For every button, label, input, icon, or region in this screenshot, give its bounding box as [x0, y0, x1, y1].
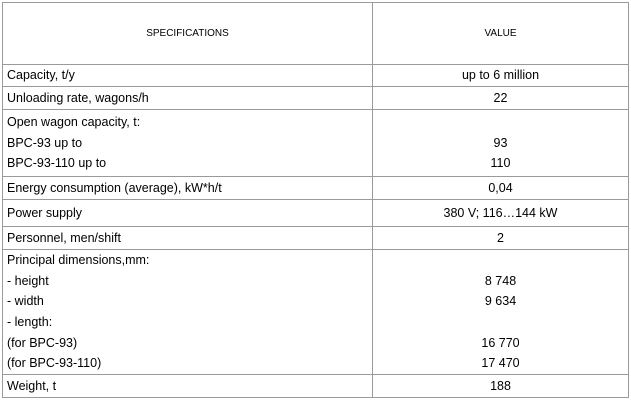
table-row	[3, 200, 629, 227]
table-row	[3, 375, 629, 398]
spec-value	[373, 312, 628, 333]
spec-sublabel: BPC-93 up to	[7, 135, 83, 150]
spec-sublabel: - height	[7, 273, 49, 288]
spec-value: 9 634	[484, 294, 517, 309]
table-row	[3, 177, 629, 200]
spec-value	[373, 250, 628, 271]
spec-value: 22	[493, 90, 508, 105]
header-value: VALUE	[373, 3, 629, 65]
spec-sublabel: (for BPC-93)	[7, 335, 78, 350]
spec-label: Personnel, men/shift	[7, 230, 121, 245]
header-specifications: SPECIFICATIONS	[3, 3, 373, 65]
spec-value: 110	[490, 156, 511, 171]
spec-value: 8 748	[484, 273, 517, 288]
spec-value: 2	[497, 230, 504, 245]
table-row	[3, 250, 629, 375]
table-header-row	[3, 3, 629, 65]
spec-value: 380 V; 116…144 kW	[443, 205, 558, 220]
spec-label: Unloading rate, wagons/h	[7, 90, 149, 105]
table-row	[3, 110, 629, 177]
specifications-table	[2, 2, 629, 398]
spec-sublabel: - width	[7, 294, 44, 309]
spec-value	[373, 112, 628, 133]
spec-value: up to 6 million	[461, 68, 540, 82]
spec-label: Energy consumption (average), kW*h/t	[7, 180, 222, 195]
table-row	[3, 65, 629, 87]
spec-sublabel: BPC-93-110 up to	[7, 156, 107, 171]
spec-sublabel: - length:	[7, 315, 53, 330]
spec-label: Capacity, t/y	[7, 68, 75, 82]
spec-value: 93	[493, 135, 508, 150]
table-row	[3, 227, 629, 250]
spec-sublabel: (for BPC-93-110)	[7, 356, 102, 371]
spec-value: 188	[490, 378, 511, 393]
spec-label: Open wagon capacity, t:	[7, 114, 141, 129]
spec-label: Principal dimensions,mm:	[7, 253, 150, 267]
spec-value: 0,04	[488, 180, 513, 195]
spec-value: 16 770	[481, 335, 520, 350]
spec-label: Weight, t	[7, 378, 57, 393]
spec-value: 17 470	[481, 356, 520, 371]
spec-label: Power supply	[7, 205, 83, 220]
table-row	[3, 87, 629, 110]
